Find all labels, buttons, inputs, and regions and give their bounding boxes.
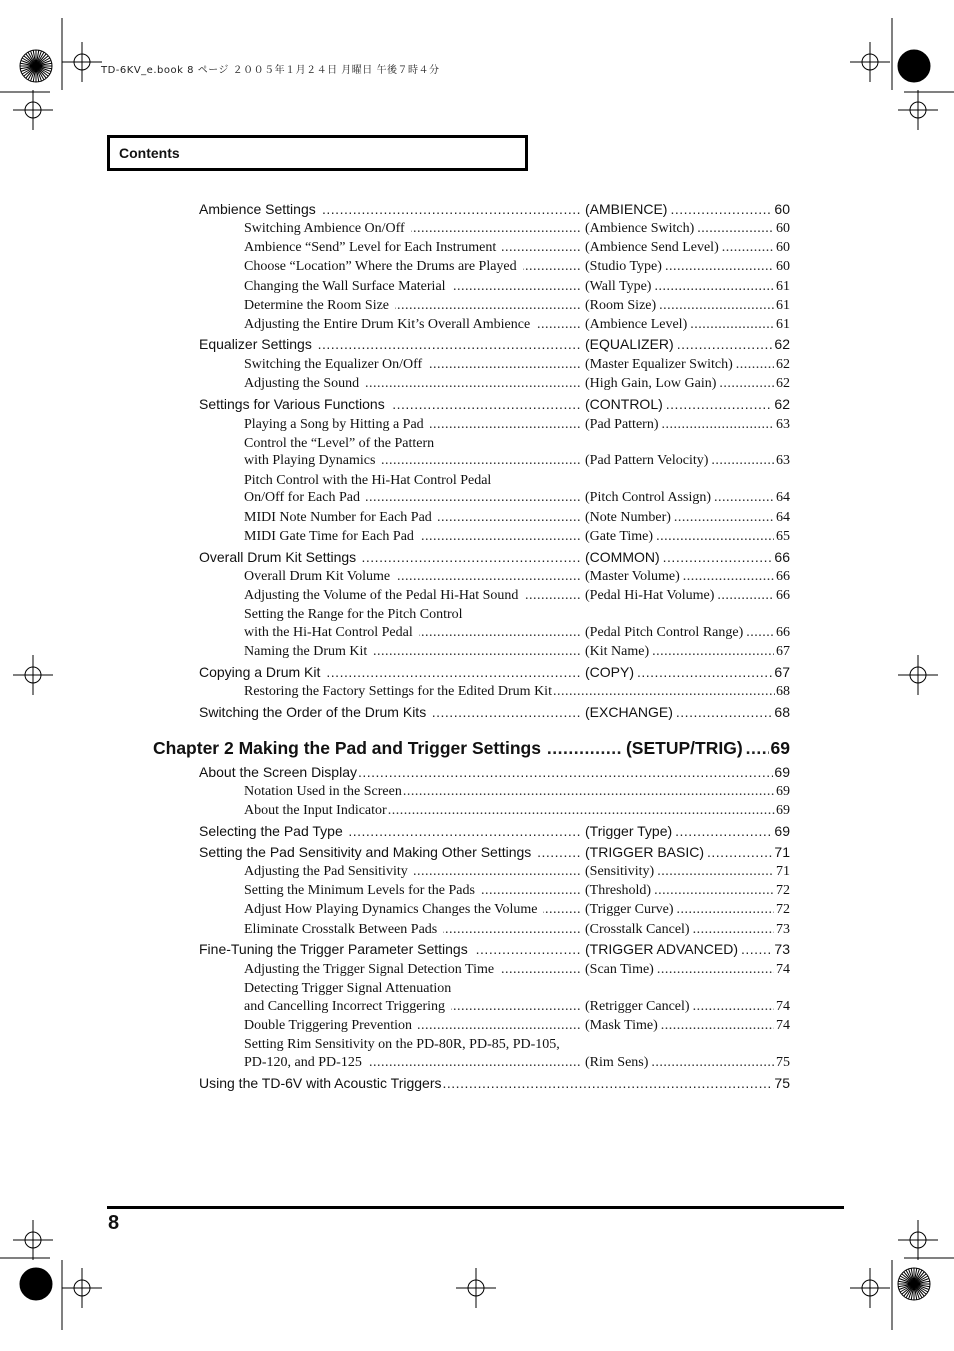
toc-entry-title: with the Hi-Hat Control Pedal (244, 625, 413, 640)
toc-entry-title: Setting Rim Sensitivity on the PD-80R, PD-85, PD-105, (244, 1037, 560, 1052)
toc-entry-title: Determine the Room Size (244, 298, 390, 313)
toc-entry-tag: (Retrigger Cancel) (585, 999, 690, 1014)
toc-entry-tag: (Scan Time) (585, 962, 654, 977)
toc-entry-page: 75 (776, 1055, 790, 1070)
toc-entry-title: Detecting Trigger Signal Attenuation (244, 981, 452, 996)
toc-entry-title: and Cancelling Incorrect Triggering (244, 999, 446, 1014)
toc-entry-title: Selecting the Pad Type (199, 823, 343, 839)
toc-entry-page: 66 (776, 588, 790, 603)
toc-entry-title: Pitch Control with the Hi-Hat Control Pedal (244, 473, 492, 488)
toc-entry-page: 60 (776, 259, 790, 274)
toc-entry-tag: (Mask Time) (585, 1018, 658, 1033)
toc-entry-page: 73 (774, 941, 790, 957)
toc-entry-tag: (Trigger Type) (585, 823, 673, 839)
toc-entry-tag: (Rim Sens) (585, 1055, 649, 1070)
toc-entry-tag: (TRIGGER BASIC) (585, 844, 705, 860)
toc-entry-tag: (High Gain, Low Gain) (585, 376, 717, 391)
toc-entry-title: Ambience “Send” Level for Each Instrument (244, 240, 497, 255)
toc-entry-page: 69 (776, 784, 790, 799)
toc-entry-title: Switching the Order of the Drum Kits (199, 704, 427, 720)
toc-entry-page: 74 (776, 962, 790, 977)
toc-entry-title: Copying a Drum Kit (199, 664, 321, 680)
toc-entry-tag: (Threshold) (585, 883, 652, 898)
toc-entry-title: PD-120, and PD-125 (244, 1055, 362, 1070)
sunburst-mark-icon (898, 50, 930, 82)
toc-entry-title: Restoring the Factory Settings for the Edited Drum Kit (244, 684, 552, 699)
toc-entry-page: 68 (776, 684, 790, 699)
toc-entry-tag: (Note Number) (585, 510, 671, 525)
toc-entry-tag: (Pitch Control Assign) (585, 490, 712, 505)
toc-entry-title: Adjusting the Sound (244, 376, 360, 391)
toc-entry-tag: (Ambience Switch) (585, 221, 695, 236)
toc-entry-tag: (Pad Pattern) (585, 417, 659, 432)
toc-entry-page: 61 (776, 279, 790, 294)
toc-entry-tag: (Ambience Level) (585, 317, 688, 332)
toc-entry-title: Adjusting the Volume of the Pedal Hi-Hat Sound (244, 588, 519, 603)
toc-entry-title: Notation Used in the Screen (244, 784, 402, 799)
toc-entry-page: 62 (774, 396, 790, 412)
toc-entry-page: 60 (776, 240, 790, 255)
toc-entry-title: Control the “Level” of the Pattern (244, 436, 435, 451)
toc-entry-tag: (Wall Type) (585, 279, 652, 294)
toc-entry-page: 61 (776, 317, 790, 332)
toc-entry-tag: (Pedal Hi-Hat Volume) (585, 588, 715, 603)
toc-entry-page: 68 (774, 704, 790, 720)
toc-entry-page: 66 (776, 625, 790, 640)
toc-entry-page: 74 (776, 999, 790, 1014)
toc-entry-tag: (SETUP/TRIG) (625, 738, 743, 758)
toc-entry-page: 74 (776, 1018, 790, 1033)
toc-entry-page: 71 (774, 844, 790, 860)
toc-entry-tag: (TRIGGER ADVANCED) (585, 941, 738, 957)
toc-entry-title: Equalizer Settings (199, 336, 312, 352)
toc-entry-title: Eliminate Crosstalk Between Pads (244, 922, 438, 937)
toc-entry-title: Double Triggering Prevention (244, 1018, 412, 1033)
toc-entry-title: Overall Drum Kit Volume (244, 569, 391, 584)
toc-entry-page: 67 (774, 664, 790, 680)
toc-entry-page: 60 (776, 221, 790, 236)
toc-entry-page: 64 (776, 510, 790, 525)
toc-entry-title: On/Off for Each Pad (244, 490, 360, 505)
toc-entry-title: Changing the Wall Surface Material (244, 279, 446, 294)
toc-entry-tag: (Studio Type) (585, 259, 662, 274)
toc-entry-tag: (Crosstalk Cancel) (585, 922, 690, 937)
toc-entry-page: 62 (774, 336, 790, 352)
toc-entry-title: About the Input Indicator (244, 803, 387, 818)
toc-entry-tag: (Gate Time) (585, 529, 654, 544)
toc-entry-tag: (COPY) (585, 664, 634, 680)
toc-entry-tag: (Ambience Send Level) (585, 240, 719, 255)
toc-entry-page: 69 (774, 823, 790, 839)
toc-entry-title: Switching Ambience On/Off (244, 221, 405, 236)
toc-entry-title: Adjusting the Pad Sensitivity (244, 864, 408, 879)
toc-entry-page: 64 (776, 490, 790, 505)
toc-entry-title: About the Screen Display (199, 764, 357, 780)
toc-entry-page: 63 (776, 453, 790, 468)
toc-entry-tag: (Pedal Pitch Control Range) (585, 625, 744, 640)
toc-entry-title: with Playing Dynamics (244, 453, 376, 468)
toc-entry-page: 62 (776, 357, 790, 372)
toc-entry-page: 69 (776, 803, 790, 818)
toc-entry-title: Setting the Minimum Levels for the Pads (244, 883, 475, 898)
toc-entry-page: 72 (776, 883, 790, 898)
toc-entry-tag: (Kit Name) (585, 644, 650, 659)
toc-entry-title: Adjust How Playing Dynamics Changes the Volume (244, 902, 538, 917)
toc-entry-tag: (EQUALIZER) (585, 336, 674, 352)
page-number: 8 (108, 1212, 120, 1234)
toc-entry-tag: (Sensitivity) (585, 864, 655, 879)
toc-entry-title: Adjusting the Entire Drum Kit’s Overall Ambience (244, 317, 531, 332)
toc-entry-tag: (CONTROL) (585, 396, 663, 412)
toc-entry-tag: (Room Size) (585, 298, 657, 313)
toc-entry-title: Setting the Range for the Pitch Control (244, 607, 463, 622)
sunburst-mark-icon (20, 1268, 52, 1300)
toc-entry-title: Setting the Pad Sensitivity and Making Other Settings (199, 844, 532, 860)
toc-entry-page: 66 (776, 569, 790, 584)
toc-entry-page: 61 (776, 298, 790, 313)
toc-entry-page: 65 (776, 529, 790, 544)
toc-entry-title: Overall Drum Kit Settings (199, 549, 357, 565)
toc-entry-title: Using the TD-6V with Acoustic Triggers (199, 1075, 442, 1091)
toc-entry-tag: (COMMON) (585, 549, 660, 565)
toc-entry-title: Playing a Song by Hitting a Pad (244, 417, 424, 432)
toc-entry-page: 60 (774, 201, 790, 217)
toc-entry-page: 62 (776, 376, 790, 391)
toc-entry-tag: (AMBIENCE) (585, 201, 668, 217)
toc-entry-title: MIDI Gate Time for Each Pad (244, 529, 414, 544)
toc-entry-page: 69 (774, 764, 790, 780)
toc-entry-page: 75 (774, 1075, 790, 1091)
toc-entry-title: Naming the Drum Kit (244, 644, 368, 659)
toc-entry-page: 73 (776, 922, 790, 937)
toc-entry-page: 71 (776, 864, 790, 879)
toc-entry-title: Chapter 2 Making the Pad and Trigger Settings (153, 738, 541, 758)
toc-entry-tag: (Master Equalizer Switch) (585, 357, 733, 372)
toc-entry-page: 72 (776, 902, 790, 917)
toc-entry-title: Settings for Various Functions (199, 396, 385, 412)
toc-entry-page: 66 (774, 549, 790, 565)
toc-entry-title: Choose “Location” Where the Drums are Played (244, 259, 517, 274)
section-title: Contents (119, 145, 180, 161)
toc-entry-title: MIDI Note Number for Each Pad (244, 510, 432, 525)
toc-entry-page: 67 (776, 644, 790, 659)
toc-entry-tag: (Pad Pattern Velocity) (585, 453, 709, 468)
toc-entry-title: Switching the Equalizer On/Off (244, 357, 423, 372)
toc-entry-tag: (Trigger Curve) (585, 902, 674, 917)
toc-entry-title: Fine-Tuning the Trigger Parameter Settings (199, 941, 468, 957)
toc-entry-tag: (Master Volume) (585, 569, 680, 584)
file-info-header: TD-6KV_e.book 8 ページ ２００５年１月２４日 月曜日 午後７時４分 (101, 65, 440, 76)
toc-entry-page: 63 (776, 417, 790, 432)
toc-entry-page: 69 (770, 738, 790, 758)
toc-entry-title: Ambience Settings (199, 201, 316, 217)
toc-entry-tag: (EXCHANGE) (585, 704, 673, 720)
toc-entry-title: Adjusting the Trigger Signal Detection Time (244, 962, 495, 977)
